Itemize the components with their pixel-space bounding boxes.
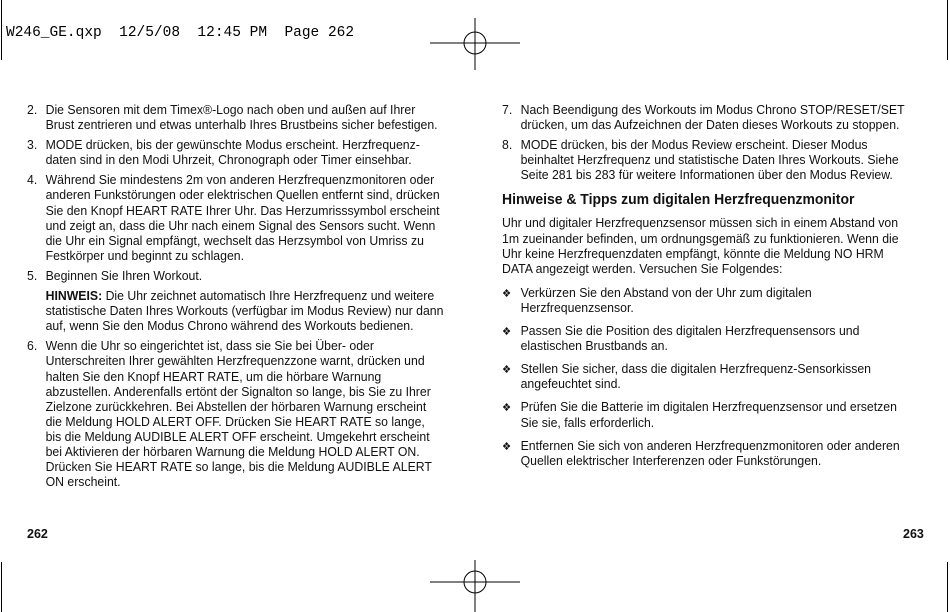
right-page-column — [502, 102, 911, 476]
list-item: 5. Beginnen Sie Ihren Workout. — [27, 267, 203, 283]
bullet-item: ❖ Stellen Sie sicher, dass die digitalen Herzfrequenz-Sensorkissen angefeuchtet sind. — [502, 361, 872, 392]
note-paragraph — [46, 288, 444, 333]
bullet-item: ❖ Verkürzen Sie den Abstand von der Uhr zum digitalen Herzfrequenzsensor. — [502, 284, 812, 315]
intro-paragraph: Uhr und digitaler Herzfrequenzsensor müssen sich in einem Abstand von 1m zueinander befinden, um ordnungsgemäß zu funktionieren. Wenn die Uhr keine Herzfrequenzdaten empfängt, könnte die Meldung NO HRM DATA angezeigt werden. Versuchen Sie Folgendes: — [502, 215, 899, 276]
bullet-item: ❖ Passen Sie die Position des digitalen Herzfrequensensors und elastischen Brustbands an. — [502, 323, 860, 354]
print-slug: W246_GE.qxp 12/5/08 12:45 PM Page 262 — [6, 25, 355, 41]
page-number-right: 263 — [903, 527, 924, 541]
page-number-left: 262 — [27, 527, 48, 541]
list-item: 8. MODE drücken, bis der Modus Review erscheint. Dieser Modus beinhaltet Herzfrequenz und statistische Daten Ihres Workouts. Siehe Seite 281 bis 283 für weitere Informationen über den Modus Review. — [502, 137, 899, 183]
note-label: HINWEIS: — [45, 288, 103, 304]
list-item: 4. Während Sie mindestens 2m von anderen Herzfrequenzmonitoren oder anderen Funkstörungen oder elektrischen Quellen entfernt sind, drücken Sie den Knopf HEART RATE Ihrer Uhr. Das Herzumrisssymbol erscheint und zeigt an, dass die Uhr nach einem Signal des Sensors sucht. Wenn die Uhr ein Signal empfängt, wechselt das Herzsymbol von Umriss zu Festkörper und beginnt zu schlagen. — [27, 172, 440, 263]
list-item: 2. Die Sensoren mit dem Timex®-Logo nach oben und außen auf Ihrer Brust zentrieren und etwas unterhalb Ihres Brustbeins sicher befestigen. — [27, 102, 438, 133]
diamond-bullet-icon: ❖ — [502, 363, 512, 377]
diamond-bullet-icon: ❖ — [502, 439, 512, 453]
diamond-bullet-icon: ❖ — [502, 325, 512, 339]
list-item: 6. Wenn die Uhr so eingerichtet ist, dass sie Sie bei Über- oder Unterschreiten Ihrer gewählten Herzfrequenzzone warnt, drücken und halten Sie den Knopf HEART RATE, um die hörbare Warnung abzustellen. Anderenfalls ertönt der Signalton so lange, bis Sie zu Ihrer Zielzone zurückkehren. Bei Abstellen der hörbaren Warnung erscheint die Meldung HOLD ALERT OFF. Drücken Sie HEART RATE so lange, bis die Meldung AUDIBLE ALERT OFF erscheint. Umgekehrt erscheint bei Aktivieren der hörbaren Warnung die Meldung HOLD ALERT ON. Drücken Sie HEART RATE so lange, bis die Meldung AUDIBLE ALERT ON erscheint. — [27, 338, 432, 490]
bullet-item: ❖ Prüfen Sie die Batterie im digitalen Herzfrequenzsensor und ersetzen Sie sie, falls erforderlich. — [502, 399, 897, 430]
note-text: Die Uhr zeichnet automatisch Ihre Herzfrequenz und weitere statistische Daten Ihres Workouts (verfügbar im Modus Review) nur dann auf, wenn Sie den Modus Chrono während des Workouts bedienen. — [45, 288, 444, 334]
diamond-bullet-icon: ❖ — [502, 401, 512, 415]
section-heading: Hinweise & Tipps zum digitalen Herzfrequenzmonitor — [502, 191, 855, 209]
left-page-column — [27, 102, 444, 494]
list-item: 3. MODE drücken, bis der gewünschte Modus erscheint. Herzfrequenz-daten sind in den Modi Uhrzeit, Chronograph oder Timer einsehbar. — [27, 137, 420, 168]
diamond-bullet-icon: ❖ — [502, 286, 512, 300]
bullet-item: ❖ Entfernen Sie sich von anderen Herzfrequenzmonitoren oder anderen Quellen elektrischer Interferenzen oder Funkstörungen. — [502, 437, 900, 468]
list-item: 7. Nach Beendigung des Workouts im Modus Chrono STOP/RESET/SET drücken, um das Aufzeichnen der Daten dieses Workouts zu stoppen. — [502, 102, 905, 133]
registration-mark-bottom — [430, 560, 520, 612]
registration-mark-top — [430, 18, 520, 70]
